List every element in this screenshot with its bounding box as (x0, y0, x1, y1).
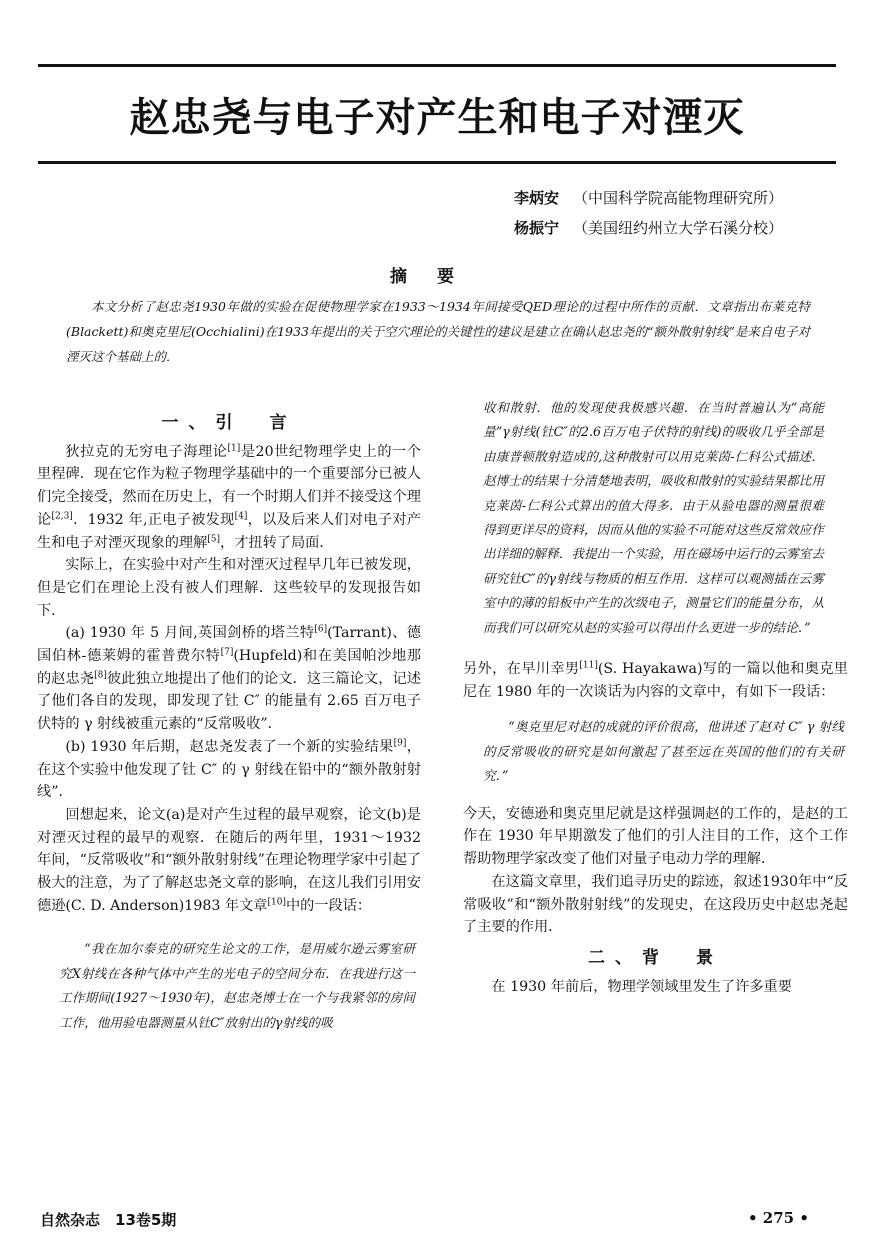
section-heading-background: 二、背 景 (588, 947, 723, 968)
author-name: 杨振宁 (514, 219, 560, 237)
citation-ref: [4] (234, 511, 248, 522)
left-column (37, 412, 421, 1035)
abstract-heading: 摘要 (390, 267, 484, 287)
journal-footer: 自然杂志 13卷5期 (40, 1211, 177, 1229)
citation-ref: [11] (579, 660, 598, 671)
right-column (463, 396, 848, 998)
author-line (514, 217, 783, 238)
citation-ref: [9] (393, 738, 407, 749)
paragraph: 狄拉克的无穷电子海理论[1]是20世纪物理学史上的一个里程碑．现在它作为粒子物理学基础中的一个重要部分已被人们完全接受，然而在历史上，有一个时期人们并不接受这个理论[2,3]．1932 年,正电子被发现[4]，以及后来人们对电子对产生和电子对湮灭现象的理解[5]，才扭转了局面． (37, 442, 421, 551)
paragraph: 实际上，在实验中对产生和对湮灭过程早几年已被发现，但是它们在理论上没有被人们理解．这些较早的发现报告如下． (37, 557, 421, 619)
citation-ref: [6] (314, 624, 328, 635)
block-quote-continued: 收和散射．他的发现使我极感兴趣．在当时普遍认为“高能量”γ射线(钍C″的2.6百万电子伏特的射线)的吸收几乎全部是由康普顿散射造成的,这种散射可以用克莱茵-仁科公式描述．赵博士的结果十分清楚地表明，吸收和散射的实验结果都比用克莱茵-仁科公式算出的值大得多．由于从验电器的测量很难得到更详尽的资料，因而从他的实验不可能对这些反常效应作出详细的解释．我提出一个实验，用在磁场中运行的云雾室去研究钍C″的γ射线与物质的相互作用．这样可以观测插在云雾室中的薄的铅板中产生的次级电子，测量它们的能量分布，从而我们可以研究从赵的实验可以得出什么更进一步的结论．” (483, 400, 824, 635)
paragraph: (b) 1930 年后期，赵忠尧发表了一个新的实验结果[9]，在这个实验中他发现了钍 C″ 的 γ 射线在铅中的“额外散射射线”． (37, 738, 421, 801)
page-number: • 275 • (748, 1209, 809, 1227)
block-quote: “我在加尔泰克的研究生论文的工作，是用威尔逊云雾室研究X射线在各种气体中产生的光电子的空间分布．在我进行这一工作期间(1927～1930年)，赵忠尧博士在一个与我紧邻的房间工作，他用验电器测量从钍C″放射出的γ射线的吸 (59, 941, 415, 1030)
section-heading-introduction: 一、引 言 (161, 413, 297, 433)
paragraph: 在 1930 年前后，物理学领域里发生了许多重要 (491, 978, 792, 995)
citation-ref: [1] (227, 442, 241, 453)
article-title: 赵忠尧与电子对产生和电子对湮灭 (129, 95, 745, 141)
abstract-text: 本文分析了赵忠尧1930年做的实验在促使物理学家在1933～1934年间接受QED理论的过程中所作的贡献．文章指出布莱克特(Blackett)和奥克里尼(Occhialini)在1933年提出的关于空穴理论的关键性的建议是建立在确认赵忠尧的“额外散射射线”是来自电子对湮灭这个基础上的． (66, 299, 810, 364)
citation-ref: [5] (207, 533, 221, 544)
paragraph: 回想起来，论文(a)是对产生过程的最早观察，论文(b)是对湮灭过程的最早的观察．在随后的两年里，1931～1932 年间，“反常吸收”和“额外散射射线”在理论物理学家中引起了极大的注意，为了了解赵忠尧文章的影响，在这儿我们引用安德逊(C. D. Anderson)1983 年文章[10]中的一段话： (37, 806, 421, 914)
block-quote: “奥克里尼对赵的成就的评价很高，他讲述了赵对 C″ γ 射线的反常吸收的研究是如何激起了甚至远在英国的他们的有关研究．” (483, 719, 844, 784)
paragraph: 在这篇文章里，我们追寻历史的踪迹，叙述1930年中“反常吸收”和“额外散射射线”的发现史，在这段历史中赵忠尧起了主要的作用． (463, 873, 848, 936)
author-affiliation: （美国纽约州立大学石溪分校） (573, 219, 784, 237)
paragraph: 另外，在早川幸男[11](S. Hayakawa)写的一篇以他和奥克里尼在 1980 年的一次谈话为内容的文章中，有如下一段话： (463, 660, 848, 700)
paragraph: 今天，安德逊和奥克里尼就是这样强调赵的工作的，是赵的工作在 1930 年早期激发了他们的引人注目的工作，这个工作帮助物理学家改变了他们对量子电动力学的理解． (463, 805, 848, 868)
citation-ref: [8] (94, 670, 107, 680)
citation-ref: [7] (220, 647, 234, 658)
author-line (514, 187, 783, 208)
citation-ref: [10] (267, 897, 286, 908)
paragraph: (a) 1930 年 5 月间,英国剑桥的塔兰特[6](Tarrant)、德国伯林-德莱姆的霍普费尔特[7](Hupfeld)和在美国帕沙地那的赵忠尧[8]彼此独立地提出了他们的论文．这三篇论文，记述了他们各自的发现，即发现了钍 C″ 的能量有 2.65 百万电子伏特的 γ 射线被重元素的“反常吸收”． (37, 624, 422, 733)
top-rule (38, 64, 836, 67)
citation-ref: [2,3] (51, 511, 73, 522)
author-affiliation: （中国科学院高能物理研究所） (573, 189, 784, 207)
title-bottom-rule (38, 161, 836, 164)
author-name: 李炳安 (514, 189, 560, 207)
